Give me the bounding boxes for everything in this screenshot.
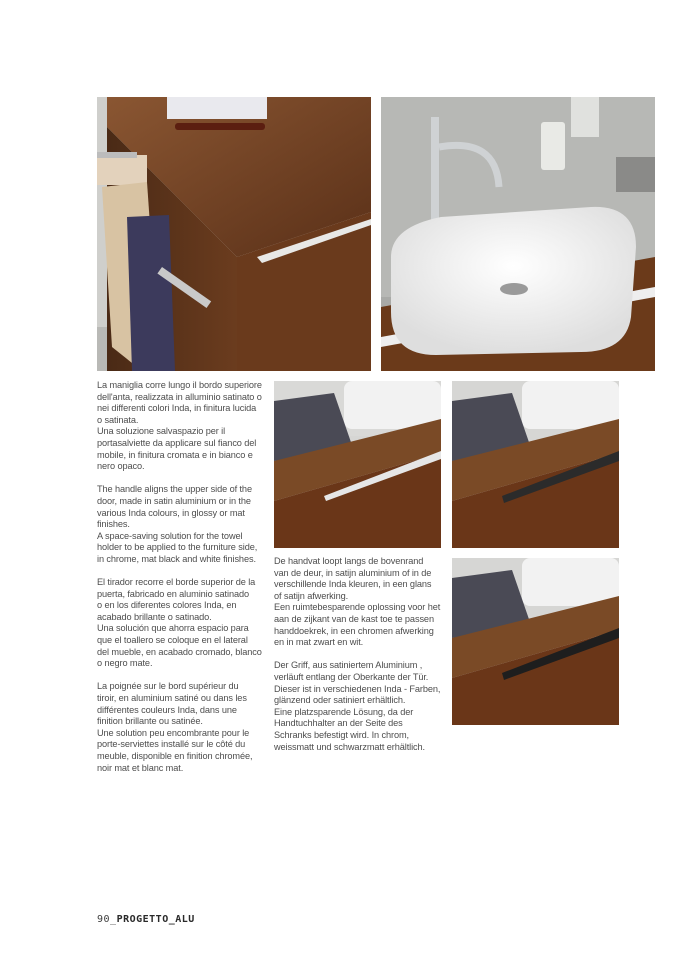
text-line: mobile, in finitura cromata e in bianco e xyxy=(97,449,253,460)
text-line: meuble, disponible en finition chromée, xyxy=(97,751,253,761)
text-line: Una solución que ahorra espacio para xyxy=(97,623,249,634)
text-line: finition brillante ou satinée. xyxy=(97,716,203,727)
text-line: o satinata. xyxy=(97,414,139,425)
text-line: o negro mate. xyxy=(97,658,153,669)
text-line: Schranks befestigt wird. In chrom, xyxy=(274,729,409,740)
photo-towel-holder xyxy=(97,97,371,371)
text-line: del mueble, en acabado cromado, blanco xyxy=(97,646,262,657)
text-line: door, made in satin aluminium or in the xyxy=(97,495,251,506)
text-line: handdoekrek, in een chromen afwerking xyxy=(274,625,434,636)
page-footer xyxy=(97,914,195,925)
text-line: Een ruimtebesparende oplossing voor het xyxy=(274,602,441,613)
text-line: weissmatt und schwarzmatt erhältlich. xyxy=(274,741,426,752)
text-column-middle xyxy=(274,556,446,753)
text-line: tiroir, en aluminium satiné ou dans les xyxy=(97,693,247,704)
text-line: Handtuchhalter an der Seite des xyxy=(274,718,403,729)
photo-handle-aluminium xyxy=(274,381,441,548)
text-line: van de deur, in satijn aluminium of in de xyxy=(274,567,432,578)
text-line: Una soluzione salvaspazio per il xyxy=(97,426,226,437)
text-line: Dieser ist in verschiedenen Inda - Farben, xyxy=(274,683,441,694)
text-line: portasalviette da applicare sul fianco del xyxy=(97,437,257,448)
page-number: 90_ xyxy=(97,914,117,925)
text-line: La poignée sur le bord supérieur du xyxy=(97,681,239,692)
photo-handle-black-matt xyxy=(452,558,619,725)
photo-handle-black xyxy=(452,381,619,548)
text-line: verläuft entlang der Oberkante der Tür. xyxy=(274,671,429,682)
text-line: glänzend oder satiniert erhältlich. xyxy=(274,695,406,706)
text-line: various Inda colours, in glossy or mat xyxy=(97,507,245,518)
text-line: que el toallero se coloque en el lateral xyxy=(97,635,248,646)
text-line: o en los diferentes colores Inda, en xyxy=(97,600,237,611)
text-line: La maniglia corre lungo il bordo superiore xyxy=(97,380,262,390)
text-line: nei differenti colori Inda, in finitura lucida xyxy=(97,403,257,414)
text-line: aan de zijkant van de kast toe te passen xyxy=(274,613,434,624)
text-line: différentes couleurs Inda, dans une xyxy=(97,704,237,715)
text-line: noir mat et blanc mat. xyxy=(97,762,184,773)
text-line: nero opaco. xyxy=(97,461,145,472)
text-line: finishes. xyxy=(97,519,130,530)
text-line: en in mat zwart en wit. xyxy=(274,637,364,648)
text-line: verschillende Inda kleuren, in een glans xyxy=(274,579,432,590)
text-line: Der Griff, aus satiniertem Aluminium , xyxy=(274,660,423,671)
text-line: Eine platzsparende Lösung, da der xyxy=(274,706,414,717)
text-line: acabado brillante o satinado. xyxy=(97,611,212,622)
text-line: porte-serviettes installé sur le côté du xyxy=(97,739,246,750)
text-line: holder to be applied to the furniture side, xyxy=(97,542,258,553)
text-line: A space-saving solution for the towel xyxy=(97,530,243,541)
text-line: dell'anta, realizzata in alluminio satinato o xyxy=(97,391,262,402)
text-line: of satijn afwerking. xyxy=(274,590,349,601)
text-column-left xyxy=(97,380,269,774)
text-line: The handle aligns the upper side of the xyxy=(97,484,252,495)
text-line: puerta, fabricado en aluminio satinado xyxy=(97,588,249,599)
text-line: El tirador recorre el borde superior de la xyxy=(97,577,256,588)
photo-washbasin xyxy=(381,97,655,371)
text-line: Une solution peu encombrante pour le xyxy=(97,727,250,738)
text-line: De handvat loopt langs de bovenrand xyxy=(274,556,424,566)
section-title: PROGETTO_ALU xyxy=(116,914,195,925)
text-line: in chrome, mat black and white finishes. xyxy=(97,553,256,564)
